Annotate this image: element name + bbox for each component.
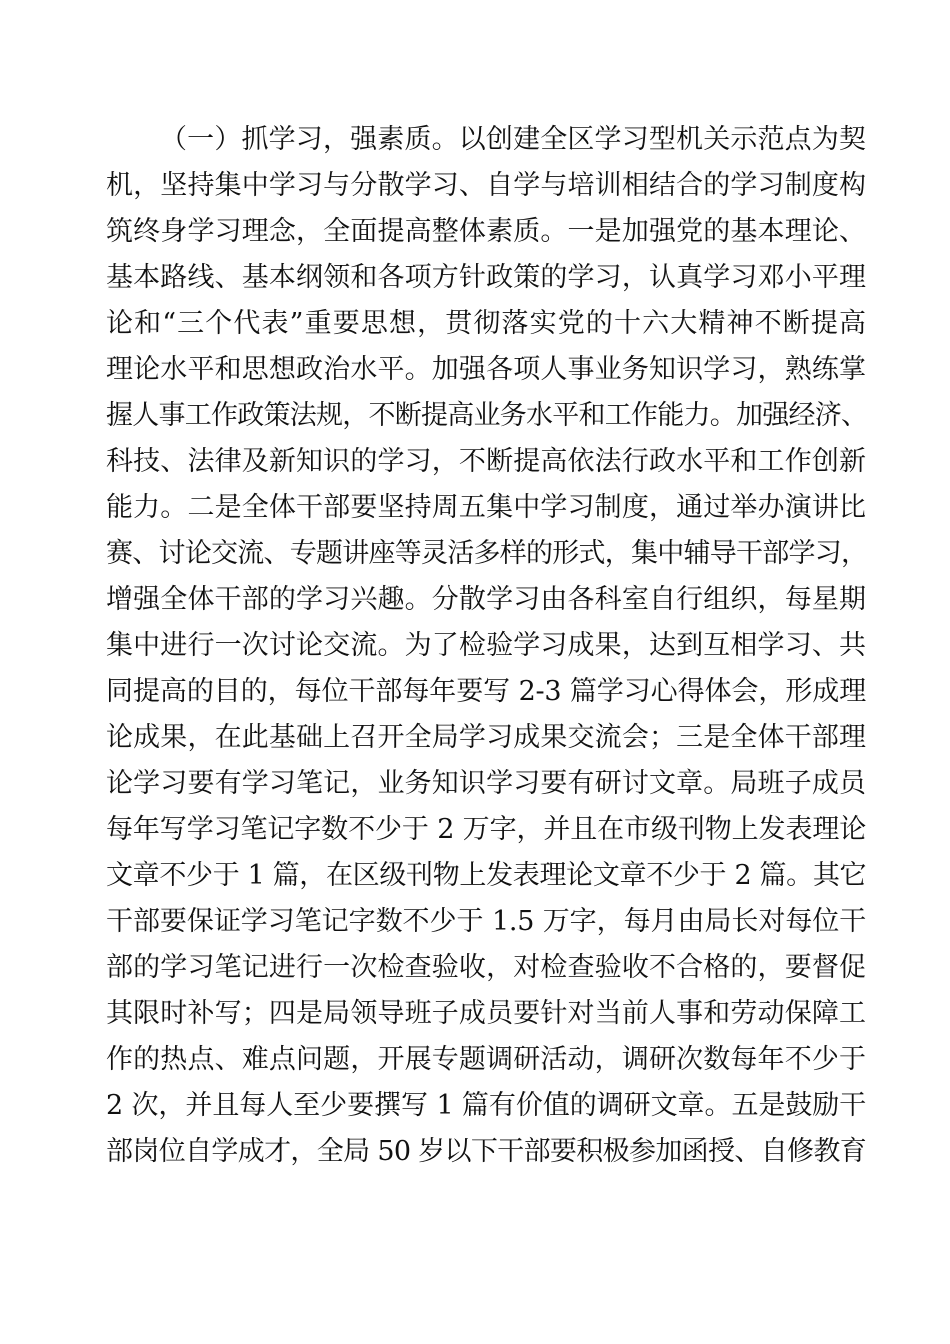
paragraph-line: 部岗位自学成才，全局 50 岁以下干部要积极参加函授、自修教育 (106, 1136, 866, 1167)
paragraph-line: 干部要保证学习笔记字数不少于 1.5 万字，每月由局长对每位干 (106, 906, 866, 937)
paragraph-line: 理论水平和思想政治水平。加强各项人事业务知识学习，熟练掌 (106, 354, 866, 385)
paragraph-line: 论和“三个代表”重要思想，贯彻落实党的十六大精神不断提高 (106, 308, 866, 339)
paragraph-line: 作的热点、难点问题，开展专题调研活动，调研次数每年不少于 (106, 1044, 866, 1075)
paragraph-line: 科技、法律及新知识的学习，不断提高依法行政水平和工作创新 (106, 446, 866, 477)
paragraph-line: 基本路线、基本纲领和各项方针政策的学习，认真学习邓小平理 (106, 262, 866, 293)
paragraph-line: 每年写学习笔记字数不少于 2 万字，并且在市级刊物上发表理论 (106, 814, 866, 845)
paragraph-line: 其限时补写；四是局领导班子成员要针对当前人事和劳动保障工 (106, 998, 866, 1029)
paragraph-line: 筑终身学习理念，全面提高整体素质。一是加强党的基本理论、 (106, 216, 866, 247)
paragraph-line: 集中进行一次讨论交流。为了检验学习成果，达到互相学习、共 (106, 630, 866, 661)
paragraph-line: 机，坚持集中学习与分散学习、自学与培训相结合的学习制度构 (106, 170, 866, 201)
paragraph-line: 2 次，并且每人至少要撰写 1 篇有价值的调研文章。五是鼓励干 (106, 1090, 866, 1121)
paragraph-line: 文章不少于 1 篇，在区级刊物上发表理论文章不少于 2 篇。其它 (106, 860, 866, 891)
paragraph-line: （一）抓学习，强素质。以创建全区学习型机关示范点为契 (160, 124, 866, 155)
paragraph-line: 论成果，在此基础上召开全局学习成果交流会；三是全体干部理 (106, 722, 866, 753)
paragraph-line: 增强全体干部的学习兴趣。分散学习由各科室自行组织，每星期 (106, 584, 866, 615)
paragraph-line: 同提高的目的，每位干部每年要写 2-3 篇学习心得体会，形成理 (106, 676, 866, 707)
paragraph-line: 赛、讨论交流、专题讲座等灵活多样的形式，集中辅导干部学习， (106, 538, 868, 569)
paragraph-line: 握人事工作政策法规，不断提高业务水平和工作能力。加强经济、 (106, 400, 868, 431)
paragraph-line: 部的学习笔记进行一次检查验收，对检查验收不合格的，要督促 (106, 952, 866, 983)
paragraph-line: 论学习要有学习笔记，业务知识学习要有研讨文章。局班子成员 (106, 768, 866, 799)
paragraph-line: 能力。二是全体干部要坚持周五集中学习制度，通过举办演讲比 (106, 492, 866, 523)
